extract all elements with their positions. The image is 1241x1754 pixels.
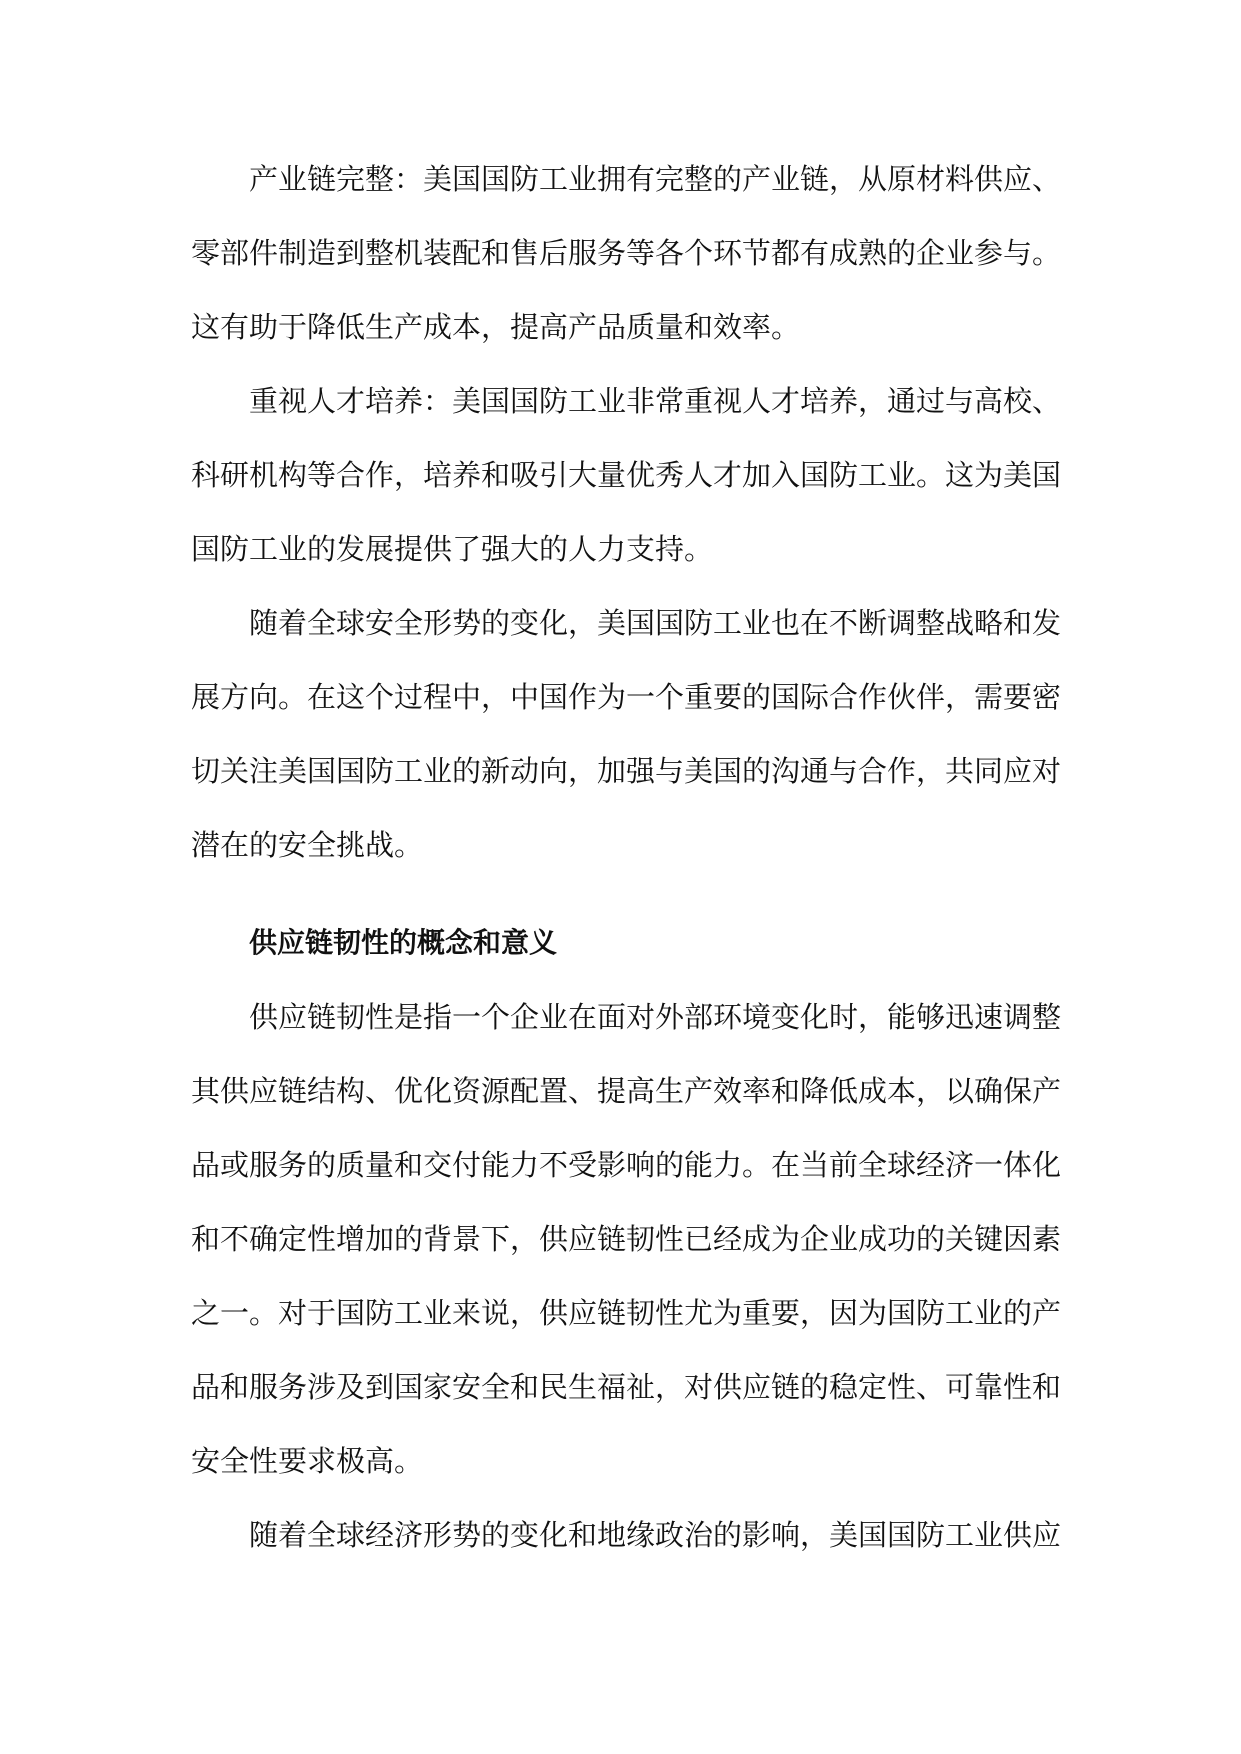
paragraph-resilience-continued: 随着全球经济形势的变化和地缘政治的影响，美国国防工业供应 <box>249 1518 1062 1552</box>
paragraph-talent-cultivation: 重视人才培养：美国国防工业非常重视人才培养，通过与高校、科研机构等合作，培养和吸引大量优秀人才加入国防工业。这为美国国防工业的发展提供了强大的人力支持。 <box>191 384 1062 566</box>
document-body <box>191 142 1061 1572</box>
paragraph-strategy-adjustment: 随着全球安全形势的变化，美国国防工业也在不断调整战略和发展方向。在这个过程中，中国作为一个重要的国际合作伙伴，需要密切关注美国国防工业的新动向，加强与美国的沟通与合作，共同应对潜在的安全挑战。 <box>191 606 1062 862</box>
section-heading: 供应链韧性的概念和意义 <box>249 926 558 959</box>
paragraph-resilience-definition: 供应链韧性是指一个企业在面对外部环境变化时，能够迅速调整其供应链结构、优化资源配置、提高生产效率和降低成本，以确保产品或服务的质量和交付能力不受影响的能力。在当前全球经济一体化和不确定性增加的背景下，供应链韧性已经成为企业成功的关键因素之一。对于国防工业来说，供应链韧性尤为重要，因为国防工业的产品和服务涉及到国家安全和民生福祉，对供应链的稳定性、可靠性和安全性要求极高。 <box>191 1000 1062 1478</box>
paragraph-industry-chain: 产业链完整：美国国防工业拥有完整的产业链，从原材料供应、零部件制造到整机装配和售后服务等各个环节都有成熟的企业参与。这有助于降低生产成本，提高产品质量和效率。 <box>191 162 1062 344</box>
